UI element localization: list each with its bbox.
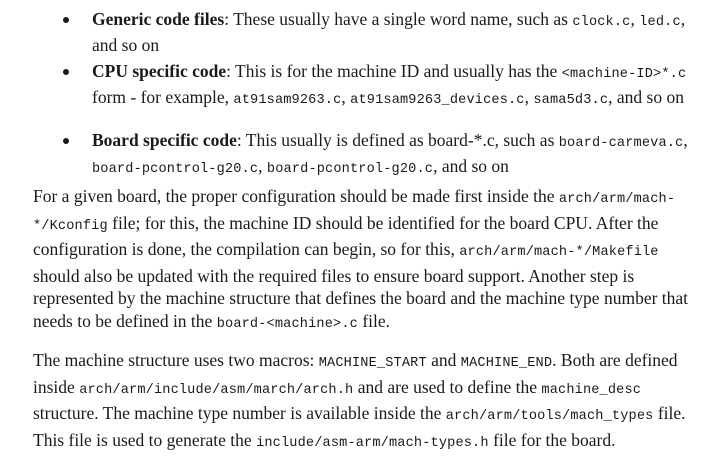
code-span: at91sam9263.c — [233, 93, 342, 108]
paragraph-text: file for the board. — [488, 429, 616, 450]
bullet-item-generic-code — [92, 8, 697, 56]
bullet-item-cpu-code — [92, 60, 697, 112]
code-span: board-pcontrol-g20.c — [266, 162, 434, 177]
paragraph-text: file. This file is used to generate the — [33, 403, 686, 450]
paragraph-text: file; for this, the machine ID should be identified for the board CPU. After the configuration is done, the compilation can begin, so for this, — [33, 212, 659, 260]
code-span: sama5d3.c — [533, 93, 609, 108]
paragraph-text: structure. The machine type number is available inside the — [33, 403, 446, 424]
paragraph-text: For a given board, the proper configuration should be made first inside the — [33, 186, 559, 206]
paragraph-text: The machine structure uses two macros: — [33, 350, 319, 370]
bullet-text: , — [341, 87, 351, 107]
paragraph-text: file. — [357, 310, 391, 331]
bullet-text: : This is for the machine ID and usually has the — [226, 61, 562, 81]
bullet-dot-icon — [63, 69, 69, 75]
bullet-text: , — [683, 130, 688, 150]
paragraph-text: and — [426, 350, 461, 370]
code-span: include/asm-arm/mach-types.h — [256, 435, 489, 451]
code-span: arch/arm/include/asm/march/arch.h — [79, 382, 354, 398]
bullet-text: , and so on — [433, 156, 509, 176]
code-span: machine_desc — [541, 382, 642, 398]
paragraph-text: and are used to define the — [353, 376, 542, 397]
paragraph-machine-structure — [33, 349, 695, 455]
paragraph-board-configuration — [33, 185, 695, 337]
bullet-dot-icon — [63, 138, 69, 144]
code-span: arch/arm/mach-*/Kconfig — [33, 192, 676, 234]
paragraph-text: should also be updated with the required files to ensure board support. Another step is represented by the machine structure that defines the board and the machine type number that needs to be defined in the — [33, 265, 689, 331]
bullet-term: CPU specific code — [92, 61, 227, 81]
bullet-dot-icon — [63, 17, 69, 23]
code-span: led.c — [639, 15, 681, 30]
code-span: board-carmeva.c — [558, 136, 684, 151]
code-span: board-<machine>.c — [216, 316, 358, 332]
bullet-item-board-code — [92, 129, 697, 181]
bullet-text: form - for example, — [92, 87, 234, 107]
code-span: arch/arm/tools/mach_types — [445, 409, 654, 425]
code-span: arch/arm/mach-*/Makefile — [459, 245, 659, 261]
code-span: at91sam9263_devices.c — [350, 93, 525, 108]
bullet-text: , and so on — [608, 87, 684, 107]
bullet-text: : These usually have a single word name, such as — [224, 9, 573, 29]
code-span: board-pcontrol-g20.c — [92, 162, 259, 177]
bullet-text: , — [524, 87, 534, 107]
bullet-text: : This usually is defined as board-*.c, such as — [236, 130, 559, 150]
paragraph-text: . Both are defined inside — [33, 350, 678, 397]
bullet-term: Board specific code — [92, 130, 237, 150]
bullet-text: , — [630, 9, 640, 29]
code-span: <machine-ID>*.c — [561, 67, 687, 82]
bullet-text: , — [258, 156, 267, 176]
code-span: MACHINE_END — [460, 356, 553, 371]
bullet-text: , and so on — [92, 9, 686, 55]
code-span: MACHINE_START — [318, 356, 427, 371]
bullet-term: Generic code files — [92, 9, 225, 29]
code-span: clock.c — [572, 15, 631, 30]
